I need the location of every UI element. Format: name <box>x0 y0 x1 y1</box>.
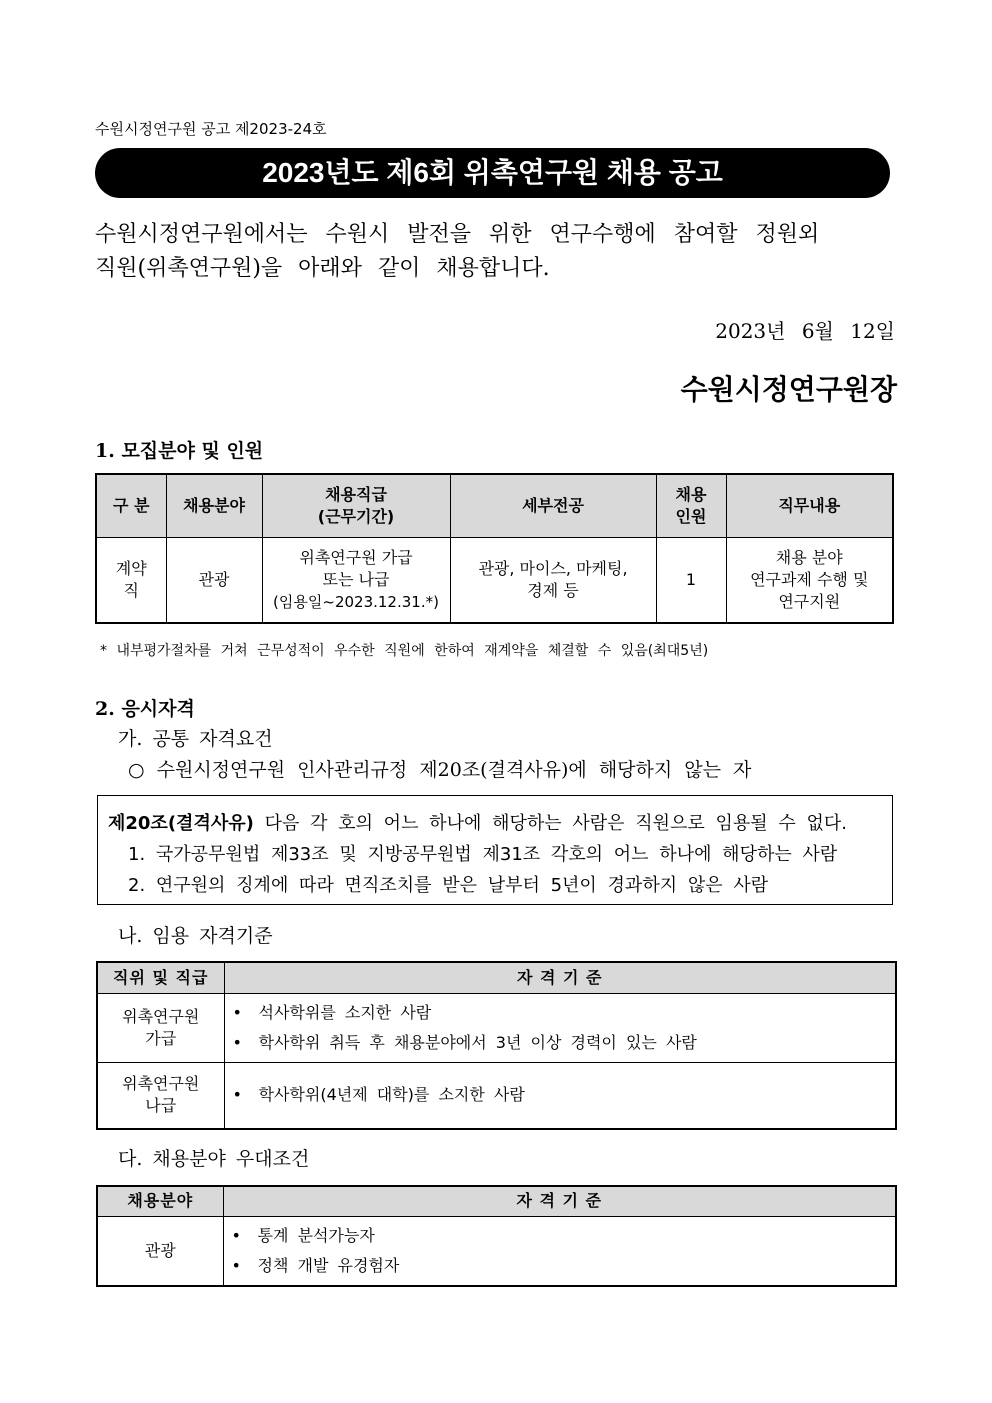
cell-duty-line-3: 연구지원 <box>778 591 841 611</box>
footnote: * 내부평가절차를 거쳐 근무성적이 우수한 직원에 한하여 재계약을 체결할 수 있음(최대5년) <box>100 643 709 659</box>
cell-count: 1 <box>656 537 726 623</box>
cell-major-line-2: 경제 등 <box>527 580 579 600</box>
cell-grade <box>262 537 450 623</box>
cell-position-line-1: 위촉연구원 <box>122 1006 200 1026</box>
intro-line-2: 직원(위촉연구원)을 아래와 같이 채용합니다. <box>95 256 550 281</box>
preference-table <box>96 1185 897 1287</box>
header-grade <box>262 474 450 537</box>
table-row <box>97 1062 896 1129</box>
header-position: 직위 및 직급 <box>97 962 224 993</box>
intro-line-1: 수원시정연구원에서는 수원시 발전을 위한 연구수행에 참여할 정원외 <box>95 222 820 247</box>
header-field: 채용분야 <box>166 474 262 537</box>
table-header-row <box>97 1186 896 1216</box>
cell-duty-line-1: 채용 분야 <box>775 547 843 567</box>
sub-heading-b: 나. 임용 자격기준 <box>118 925 273 947</box>
criteria-item: • 학사학위 취득 후 채용분야에서 3년 이상 경력이 있는 사람 <box>233 1028 888 1058</box>
cell-position-line-2: 나급 <box>145 1096 177 1116</box>
common-requirement: ○ 수원시정연구원 인사관리규정 제20조(결격사유)에 해당하지 않는 자 <box>128 759 752 781</box>
cell-criteria <box>224 1062 896 1129</box>
cell-position <box>97 1062 224 1129</box>
rule-item-1: 1. 국가공무원법 제33조 및 지방공무원법 제31조 각호의 어느 하나에 해당하는 사람 <box>128 844 838 865</box>
header-grade-line-1: 채용직급 <box>325 484 387 504</box>
header-criteria: 자 격 기 준 <box>224 962 896 993</box>
cell-position-line-2: 가급 <box>145 1028 177 1048</box>
issuer-name: 수원시정연구원장 <box>680 373 897 406</box>
announcement-date: 2023년 6월 12일 <box>715 319 895 343</box>
cell-duty-line-2: 연구과제 수행 및 <box>750 569 869 589</box>
header-grade-line-2: (근무기간) <box>317 506 395 526</box>
cell-grade-line-3: (임용일~2023.12.31.*) <box>273 592 439 611</box>
sub-heading-c: 다. 채용분야 우대조건 <box>118 1148 310 1170</box>
section-2-heading: 2. 응시자격 <box>95 698 195 720</box>
cell-position-line-1: 위촉연구원 <box>122 1074 200 1094</box>
cell-major-line-1: 관광, 마이스, 마케팅, <box>478 558 628 578</box>
table-header-row <box>97 962 896 993</box>
header-count-line-2: 인원 <box>675 506 707 526</box>
cell-category <box>96 537 166 623</box>
criteria-item: • 석사학위를 소지한 사람 <box>233 998 888 1028</box>
table-row <box>97 993 896 1062</box>
cell-category-line-1: 계약 <box>115 558 147 578</box>
rule-item-2: 2. 연구원의 징계에 따라 면직조치를 받은 날부터 5년이 경과하지 않은 사람 <box>128 875 769 896</box>
header-category: 구 분 <box>96 474 166 537</box>
intro-paragraph <box>95 218 895 286</box>
recruitment-table <box>95 473 894 624</box>
sub-heading-a: 가. 공통 자격요건 <box>118 728 273 750</box>
header-major: 세부전공 <box>450 474 656 537</box>
page-title: 2023년도 제6회 위촉연구원 채용 공고 <box>95 148 890 198</box>
cell-field: 관광 <box>97 1216 223 1286</box>
criteria-item: • 학사학위(4년제 대학)를 소지한 사람 <box>233 1080 888 1110</box>
disqualification-rule-box <box>97 795 893 905</box>
criteria-item: • 정책 개발 유경험자 <box>232 1251 888 1281</box>
header-count-line-1: 채용 <box>675 484 707 504</box>
cell-grade-line-1: 위촉연구원 가급 <box>299 547 413 567</box>
cell-category-line-2: 직 <box>123 580 139 600</box>
table-header-row <box>96 474 893 537</box>
cell-criteria <box>224 993 896 1062</box>
header-count <box>656 474 726 537</box>
criteria-item: • 통계 분석가능자 <box>232 1221 888 1251</box>
header-criteria: 자 격 기 준 <box>223 1186 896 1216</box>
cell-field: 관광 <box>166 537 262 623</box>
rule-head <box>108 808 882 839</box>
header-field: 채용분야 <box>97 1186 223 1216</box>
rule-title: 제20조(결격사유) <box>108 813 254 834</box>
table-row <box>97 1216 896 1286</box>
cell-criteria <box>223 1216 896 1286</box>
cell-position <box>97 993 224 1062</box>
cell-major <box>450 537 656 623</box>
cell-grade-line-2: 또는 나급 <box>322 569 390 589</box>
section-1-heading: 1. 모집분야 및 인원 <box>95 440 264 462</box>
qualification-table <box>96 961 897 1130</box>
rule-text: 다음 각 호의 어느 하나에 해당하는 사람은 직원으로 임용될 수 없다. <box>264 813 847 834</box>
notice-number: 수원시정연구원 공고 제2023-24호 <box>95 120 327 138</box>
header-duty: 직무내용 <box>726 474 893 537</box>
cell-duty <box>726 537 893 623</box>
table-row <box>96 537 893 623</box>
